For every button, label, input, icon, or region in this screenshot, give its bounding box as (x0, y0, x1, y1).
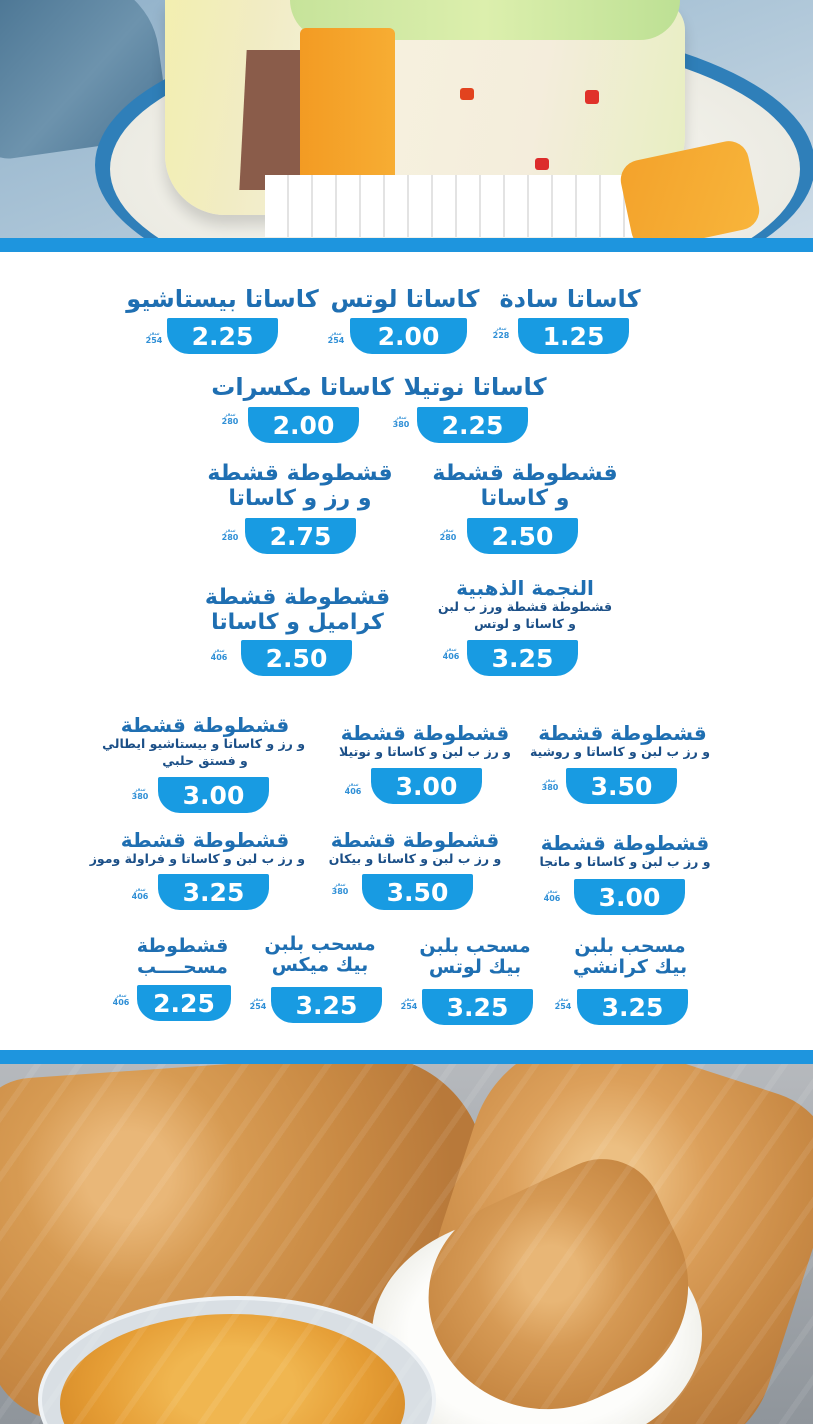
item-name: قشطوطة قشطة (204, 585, 391, 610)
item-name: بيك كرانشي (572, 956, 688, 979)
menu-item[interactable] (205, 462, 395, 511)
item-name: مسحب بلبن (574, 935, 686, 957)
price-badge: 2.25 (137, 985, 231, 1021)
calories-label: سعر 406 (543, 888, 561, 903)
calories-label: سعر 406 (210, 647, 228, 662)
calories-label: سعر 406 (112, 992, 130, 1007)
price-badge: 2.00 (248, 407, 359, 443)
item-description: و كاساتا و لوتس (474, 616, 576, 632)
item-name: قشطوطة (136, 935, 229, 957)
calories-label: سعر 406 (131, 886, 149, 901)
top-divider (0, 238, 813, 252)
menu-item[interactable] (430, 462, 620, 511)
calories-label: سعر 380 (331, 881, 349, 896)
bottom-divider (0, 1050, 813, 1064)
item-description: و رز ب لبن و كاساتا و مانجا (539, 854, 711, 870)
item-name: قشطوطة قشطة (120, 828, 290, 852)
menu-item[interactable] (102, 713, 305, 770)
cake-mango-layer (300, 28, 395, 188)
item-name: قشطوطة قشطة (538, 721, 707, 745)
calories-label: سعر 280 (439, 527, 457, 542)
calories-label: سعر 254 (400, 996, 418, 1011)
menu-item[interactable] (490, 286, 650, 313)
calories-label: سعر 280 (221, 527, 239, 542)
item-description: و رز و كاساتا و بيستاشيو ايطالي (102, 736, 305, 752)
item-description: و رز ب لبن و كاساتا و بيكان (328, 851, 502, 867)
price-badge: 2.75 (245, 518, 356, 554)
price-badge: 3.50 (362, 874, 473, 910)
item-name: مسحب بلبن (264, 933, 376, 955)
menu-item[interactable] (535, 832, 715, 871)
item-name: كراميل و كاساتا (211, 609, 384, 635)
calories-label: سعر 380 (131, 786, 149, 801)
item-name: كاساتا لوتس (330, 285, 480, 313)
price-badge: 2.00 (350, 318, 467, 354)
menu-item[interactable] (89, 828, 305, 868)
menu-item[interactable] (325, 829, 505, 868)
item-name: قشطوطة قشطة (207, 461, 393, 486)
menu-item[interactable] (255, 934, 385, 977)
price-badge: 2.50 (467, 518, 578, 554)
item-name: قشطوطة قشطة (540, 831, 710, 855)
price-badge: 3.25 (271, 987, 382, 1023)
calories-label: سعر 380 (392, 414, 410, 429)
kasata-cake-photo (0, 0, 813, 238)
candied-fruit (585, 90, 599, 104)
price-badge: 2.50 (241, 640, 352, 676)
menu-item[interactable] (430, 577, 620, 633)
item-name: كاساتا مكسرات (211, 373, 394, 401)
item-description: و رز ب لبن و كاساتا و نوتيلا (339, 744, 511, 760)
menu-item[interactable] (410, 936, 540, 979)
candied-fruit (460, 88, 474, 100)
item-name: كاساتا نوتيلا (403, 373, 547, 401)
price-badge: 3.25 (158, 874, 269, 910)
menu-item[interactable] (395, 374, 555, 401)
calories-label: سعر 254 (327, 330, 345, 345)
price-badge: 2.25 (167, 318, 278, 354)
calories-label: سعر 254 (554, 996, 572, 1011)
menu-item[interactable] (565, 936, 695, 979)
calories-label: سعر 380 (541, 777, 559, 792)
price-badge: 2.25 (417, 407, 528, 443)
crispy-chicken-photo (0, 1064, 813, 1424)
menu-item[interactable] (325, 286, 485, 313)
item-name: قشطوطة قشطة (330, 828, 500, 852)
item-name: قشطوطة قشطة (120, 713, 290, 737)
menu-item[interactable] (529, 721, 710, 761)
price-badge: 3.00 (158, 777, 269, 813)
menu-item[interactable] (200, 586, 395, 635)
item-name: مسحــــب (137, 956, 228, 979)
menu-item[interactable] (210, 374, 395, 401)
item-description: قشطوطة قشطة ورز ب لبن (437, 599, 613, 615)
calories-label: سعر 254 (249, 996, 267, 1011)
item-name: و كاساتا (480, 485, 570, 511)
menu-item[interactable] (120, 286, 325, 313)
item-name: قشطوطة قشطة (340, 721, 510, 745)
price-badge: 3.00 (371, 768, 482, 804)
price-badge: 1.25 (518, 318, 629, 354)
item-name: كاساتا سادة (499, 285, 641, 313)
item-name: بيك ميكس (271, 954, 369, 977)
paper-liner (265, 175, 635, 237)
menu-item[interactable] (125, 936, 240, 979)
calories-label: سعر 254 (145, 330, 163, 345)
candied-fruit (535, 158, 549, 170)
price-badge: 3.00 (574, 879, 685, 915)
item-name: النجمة الذهبية (456, 576, 594, 600)
item-name: مسحب بلبن (419, 935, 531, 957)
calories-label: سعر 280 (221, 411, 239, 426)
item-description: و فستق حلبي (162, 753, 248, 769)
calories-label: سعر 228 (492, 325, 510, 340)
price-badge: 3.25 (577, 989, 688, 1025)
item-description: و رز ب لبن و كاساتا و روشية (529, 744, 710, 760)
calories-label: سعر 406 (442, 646, 460, 661)
price-badge: 3.25 (422, 989, 533, 1025)
menu-item[interactable] (335, 722, 515, 761)
price-badge: 3.50 (566, 768, 677, 804)
item-name: و رز و كاساتا (228, 485, 372, 511)
calories-label: سعر 406 (344, 781, 362, 796)
item-description: و رز ب لبن و كاساتا و فراولة وموز (89, 851, 305, 867)
item-name: قشطوطة قشطة (432, 461, 618, 486)
price-badge: 3.25 (467, 640, 578, 676)
item-name: كاساتا بيستاشيو (126, 285, 319, 313)
item-name: بيك لوتس (428, 956, 522, 979)
